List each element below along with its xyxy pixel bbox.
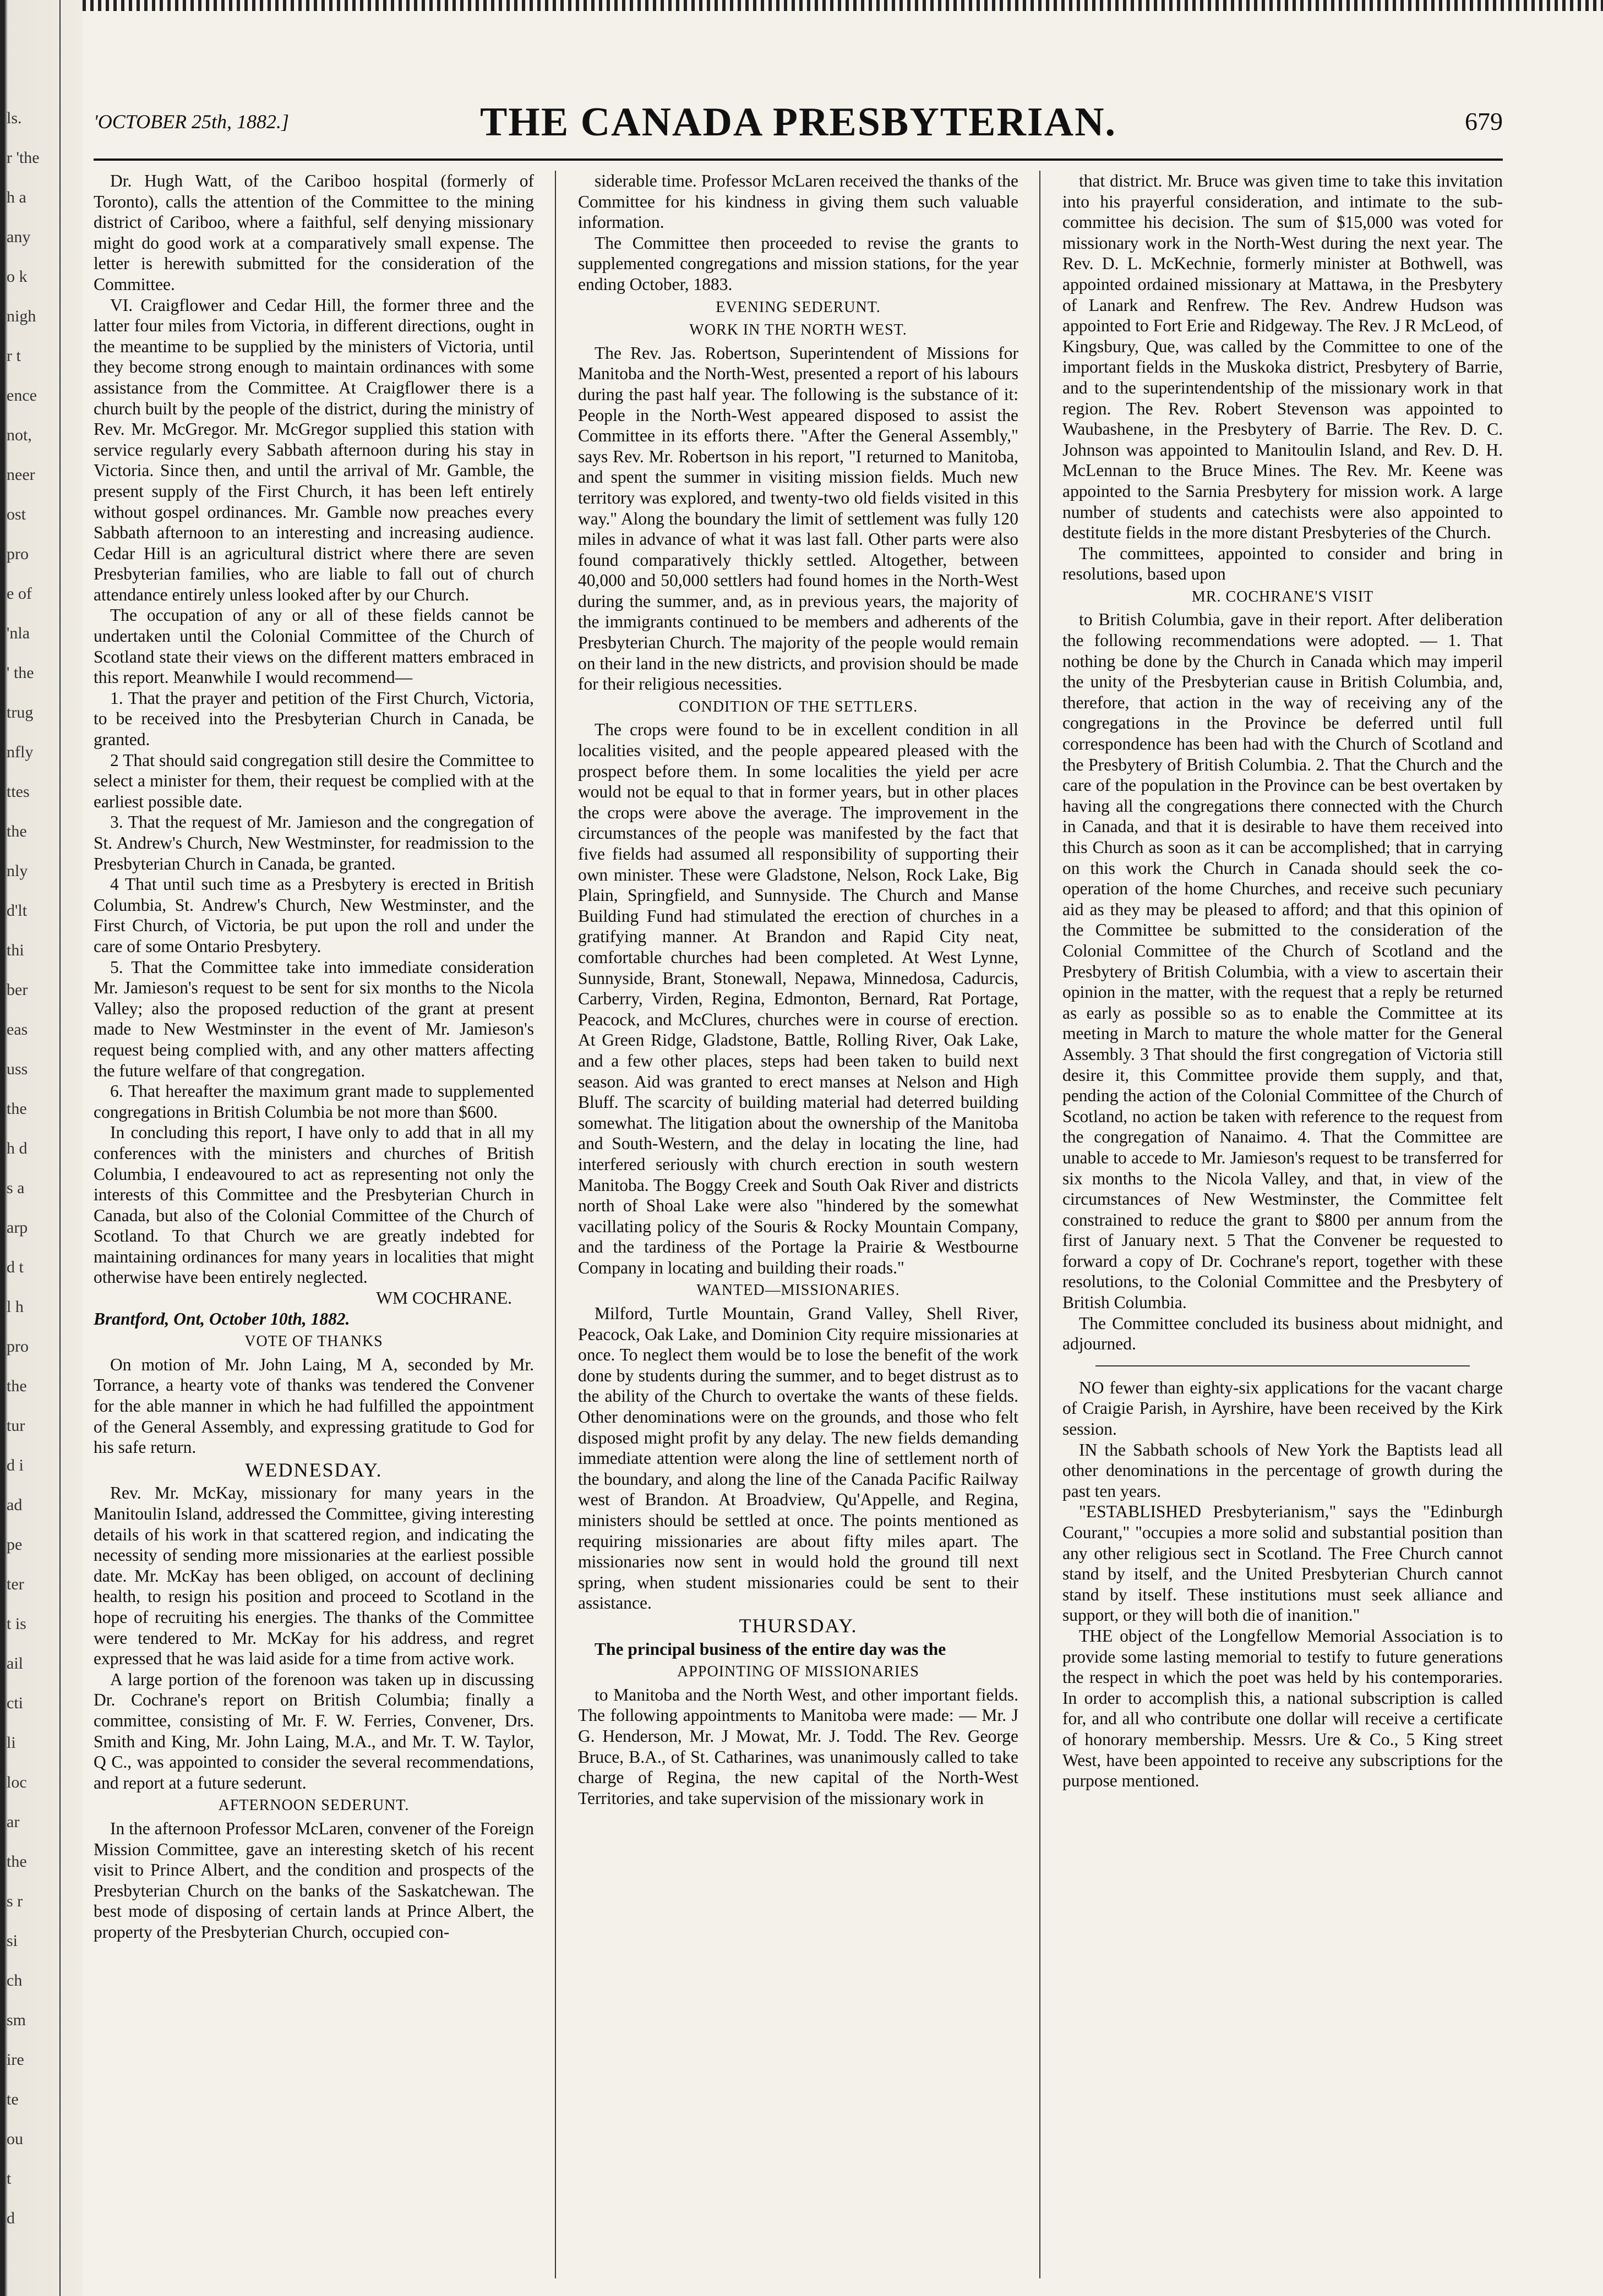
gutter-fragment: the <box>7 1377 27 1395</box>
issue-date: 'OCTOBER 25th, 1882.] <box>94 111 290 133</box>
section-heading-evening-sederunt: EVENING SEDERUNT. <box>716 298 881 316</box>
paragraph: Milford, Turtle Mountain, Grand Valley, Shell River, Peacock, Oak Lake, and Dominion City require missionaries at once. To neglect them would be to lose the benefit of the work done by students during the summer, and to beget distrust as to the ability of the Church to overtake the wants of these fields. Other denominations were on the grounds, and those who felt disposed might profit by any delay. The new fields demanding immediate attention were along the line of settlement north of the boundary, and along the line of the Canada Pacific Railway west of Brandon. At Broadview, Qu'Appelle, and Regina, ministers should be settled at once. The points mentioned as requiring missionaries are about fifty miles apart. The missionaries now sent in would hold the ground till next spring, when student missionaries could be sent to their assistance. <box>578 1304 1018 1613</box>
gutter-fragment: nfly <box>7 743 34 761</box>
paragraph: The Rev. Jas. Robertson, Superintendent of Missions for Manitoba and the North-West, presented a report of his labours during the past half year. The following is the substance of it: People in the North-West appeared disposed to assist the Committee in its efforts there. "After the General Assembly," says Rev. Mr. Robertson in his report, "I returned to Manitoba, and spent the summer in visiting mission fields. Much new territory was explored, and twenty-two old fields visited in this way." Along the boundary the limit of settlement was fully 120 miles in advance of what it was last fall. Other parts were also found comparatively thickly settled. Altogether, between 40,000 and 50,000 settlers had found homes in the North-West during the summer, and, as in previous years, the majority of the immigrants continued to be members and adherents of the Presbyterian Church. The majority of the people would remain on their land in the new districts, and provision should be made for their religious necessities. <box>578 343 1018 694</box>
gutter-fragment: ire <box>7 2051 24 2069</box>
gutter-fragment: t <box>7 2169 12 2188</box>
signature: WM COCHRANE. <box>376 1288 512 1308</box>
paragraph: The Committee concluded its business about midnight, and adjourned. <box>1062 1313 1503 1354</box>
column-3 <box>1062 171 1503 2278</box>
gutter-fragment: ter <box>7 1575 24 1593</box>
gutter-fragment: te <box>7 2090 19 2108</box>
paragraph: to Manitoba and the North West, and other important fields. The following appointments to Manitoba were made: — Mr. J G. Henderson, Mr. J Mowat, Mr. J. Todd. The Rev. George Bruce, B.A., of St. Catharines, was unanimously called to take charge of Regina, the new capital of the North-West Territories, and take supervision of the missionary work in <box>578 1685 1018 1808</box>
gutter-fragment: li <box>7 1734 16 1752</box>
paragraph: 4 That until such time as a Presbytery is erected in British Columbia, St. Andrew's Church, New Westminster, and the First Church, of Victoria, be put upon the roll and under the care of some Ontario Presbytery. <box>94 874 534 956</box>
gutter-fragment: neer <box>7 466 35 484</box>
paragraph: "ESTABLISHED Presbyterianism," says the "Edinburgh Courant," "occupies a more solid and substantial position than any other religious sect in Scotland. The Free Church cannot stand by itself, and the United Presbyterian Church cannot stand by itself. These institutions must seek alliance and support, or they will both die of inanition." <box>1062 1502 1503 1625</box>
gutter-fragment: ttes <box>7 783 30 801</box>
paragraph: that district. Mr. Bruce was given time to take this invitation into his prayerful consideration, and intimate to the sub-committee his decision. The sum of $15,000 was voted for missionary work in the North-West during the next year. The Rev. D. L. McKechnie, formerly minister at Bothwell, was appointed ordained missionary at Mattawa, in the Presbytery of Lanark and Renfrew. The Rev. Andrew Hudson was appointed to Fort Erie and Ridgeway. The Rev. J R McLeod, of Kingsbury, Que, was called by the Committee to one of the important fields in the Muskoka district, Presbytery of Barrie, and to the superintendentship of the missionary work in that region. The Rev. Robert Stevenson was appointed to Waubashene, in the Presbytery of Barrie. The Rev. D. C. Johnson was appointed to Manitoulin Island, and Rev. D. H. McLennan to the Bruce Mines. The Rev. Mr. Keene was appointed to the Sarnia Presbytery for mission work. A large number of students and catechists were also appointed to destitute fields in the more distant Presbyteries of the Church. <box>1062 171 1503 543</box>
paragraph: 2 That should said congregation still desire the Committee to select a minister for them, their request be complied with at the earliest possible date. <box>94 750 534 811</box>
gutter-fragment: thi <box>7 941 24 959</box>
gutter-fragment: s r <box>7 1892 23 1910</box>
resolutions-paragraphs <box>1062 609 1503 1354</box>
section-heading-cochrane-visit: MR. COCHRANE'S VISIT <box>1191 588 1374 605</box>
paragraph: 3. That the request of Mr. Jamieson and the congregation of St. Andrew's Church, New Westminster, for readmission to the Presbyterian Church in Canada, be granted. <box>94 812 534 873</box>
wednesday-paragraphs <box>94 1483 534 1793</box>
gutter-fragment: nly <box>7 862 28 880</box>
gutter-fragment: d i <box>7 1456 24 1474</box>
paragraph: The Committee then proceeded to revise the grants to supplemented congregations and mission stations, for the year ending October, 1883. <box>578 233 1018 294</box>
gutter-fragment: ou <box>7 2130 23 2148</box>
gutter-fragment: pro <box>7 545 29 563</box>
paragraph: NO fewer than eighty-six applications for the vacant charge of Craigie Parish, in Ayrshire, have been received by the Kirk session. <box>1062 1377 1503 1439</box>
gutter-fragment: pe <box>7 1535 23 1554</box>
gutter-fragment: h d <box>7 1139 28 1157</box>
newspaper-page <box>94 83 1503 2278</box>
paragraph: THE object of the Longfellow Memorial Association is to provide some lasting memorial to testify to future generations the respect in which the poet was held by his contemporaries. In order to accomplish this, a national subscription is called for, and all who contribute one dollar will receive a certificate of honorary membership. Messrs. Ure & Co., 5 King street West, have been appointed to receive any subscriptions for the purpose mentioned. <box>1062 1626 1503 1791</box>
column-1 <box>94 171 534 2278</box>
gutter-fragment: nigh <box>7 307 36 325</box>
paragraph: In the afternoon Professor McLaren, convener of the Foreign Mission Committee, gave an interesting sketch of his recent visit to Prince Albert, and the condition and prospects of the Presbyterian Church on the banks of the Saskatchewan. The best mode of disposing of certain lands at Prince Albert, the property of the Presbyterian Church, occupied con- <box>94 1818 534 1942</box>
gutter-fragment: t is <box>7 1615 26 1633</box>
gutter-fragment: ost <box>7 505 26 523</box>
gutter-fragment: d'lt <box>7 901 28 920</box>
gutter-fragment: o k <box>7 267 28 286</box>
section-heading-afternoon-sederunt: AFTERNOON SEDERUNT. <box>218 1797 410 1814</box>
gutter-fragment: h a <box>7 188 26 206</box>
column-2 <box>578 171 1018 2278</box>
section-heading-vote-of-thanks: VOTE OF THANKS <box>244 1333 383 1351</box>
gutter-fragment: ad <box>7 1496 23 1514</box>
column-divider <box>555 171 556 2278</box>
gutter-fragment: sm <box>7 2011 26 2029</box>
gutter-fragment: eas <box>7 1020 28 1038</box>
gutter-fragment: ar <box>7 1813 20 1831</box>
gutter-fragment: ence <box>7 386 37 404</box>
paragraphs <box>578 171 1018 295</box>
gutter-fragment: s a <box>7 1179 25 1197</box>
gutter-fragment: ber <box>7 981 28 999</box>
gutter-fragment: tur <box>7 1417 25 1435</box>
gutter-fragment: arp <box>7 1218 28 1237</box>
gutter-fragment: r t <box>7 347 21 365</box>
gutter-fragment: l h <box>7 1298 24 1316</box>
gutter-fragment: any <box>7 228 31 246</box>
paragraph: The occupation of any or all of these fields cannot be undertaken until the Colonial Committee of the Church of Scotland state their views on the different matters embraced in this report. Meanwhile I would recommend— <box>94 605 534 687</box>
paragraph: A large portion of the forenoon was taken up in discussing Dr. Cochrane's report on British Columbia; finally a committee, consisting of Mr. F. W. Ferries, Convener, Drs. Smith and King, Mr. John Laing, M.A., and Mr. T. W. Taylor, Q C., was appointed to consider the several recommendations, and report at a future sederunt. <box>94 1669 534 1792</box>
paragraph: The crops were found to be in excellent condition in all localities visited, and the people appeared pleased with the prospect before them. In some localities the yield per acre would not be equal to that in former years, but in other places the crops were above the average. The improvement in the circumstances of the people was manifested by the fact that five fields had assumed all responsibility of supporting their own minister. These were Gladstone, Nelson, Rock Lake, Big Plain, Springfield, and Sunnyside. The Church and Manse Building Fund had stimulated the erection of churches in a gratifying manner. At Brandon and Rapid City neat, comfortable churches had been completed. At West Lynne, Sunnyside, Brant, Stonewall, Nepawa, Minnedosa, Cadurcis, Carberry, Virden, Regina, Edmonton, Bernard, Rat Portage, Peacock, and McClures, churches were in course of erection. At Green Ridge, Gladstone, Battle, Rolling River, Oak Lake, and a few other places, steps had been taken to build next season. Aid was granted to erect manses at Nelson and High Bluff. The scarcity of building material had deterred building somewhat. The litigation about the ownership of the Manitoba and South-Western, and the delay in locating the line, had interfered seriously with church erection in south western Manitoba. The Boggy Creek and South Oak River and districts north of Shoal Lake were also "hindered by the somewhat vacillating policy of the Souris & Rocky Mountain Company, and the tardiness of the Portage la Prairie & Westbourne Company in locating and building their roads." <box>578 720 1018 1277</box>
paragraph: On motion of Mr. John Laing, M A, seconded by Mr. Torrance, a hearty vote of thanks was tendered the Convener for the able manner in which he had fulfilled the appointment of the General Assembly, and expressing gratitude to God for his safe return. <box>94 1354 534 1457</box>
gutter-fragment: the <box>7 1852 27 1871</box>
column-divider <box>1039 171 1040 2278</box>
gutter-fragment: the <box>7 1100 27 1118</box>
gutter-fragment: not, <box>7 426 32 444</box>
paragraphs <box>1062 171 1503 584</box>
scan-top-border <box>83 0 1603 11</box>
gutter-fragment: ' the <box>7 664 34 682</box>
gutter-fragment: ail <box>7 1654 23 1672</box>
paragraph: In concluding this report, I have only to add that in all my conferences with the ministers and churches of British Columbia, I endeavoured to act as representing not only the interests of this Committee and the Presbyterian Church in Canada, but also of the Colonial Committee of the Church of Scotland. To that Church we are greatly indebted for maintaining ordinances for many years in localities that might otherwise have been entirely neglected. <box>94 1123 534 1287</box>
gutter-fragment: uss <box>7 1060 28 1078</box>
adjacent-page-gutter <box>0 0 83 2296</box>
header-rule <box>94 158 1503 161</box>
page-edge-line <box>59 0 61 2296</box>
section-heading-condition-settlers: CONDITION OF THE SETTLERS. <box>678 698 918 715</box>
gutter-fragment: trug <box>7 703 34 721</box>
dateline: Brantford, Ont, October 10th, 1882. <box>94 1309 350 1329</box>
paragraph: IN the Sabbath schools of New York the Baptists lead all other denominations in the percentage of growth during the past ten years. <box>1062 1440 1503 1501</box>
section-heading-wednesday: WEDNESDAY. <box>245 1458 383 1481</box>
paragraph: 5. That the Committee take into immediate consideration Mr. Jamieson's request to be sent for six months to the Nicola Valley; also the proposed reduction of the grant at present made to New Westminster in the event of Mr. Jamieson's request being complied with, and any other matters affecting the future welfare of that congregation. <box>94 957 534 1080</box>
paragraph: siderable time. Professor McLaren received the thanks of the Committee for his kindness in giving them such valuable information. <box>578 171 1018 232</box>
section-heading-wanted-missionaries: WANTED—MISSIONARIES. <box>696 1282 900 1299</box>
gutter-fragment: ch <box>7 1971 23 1989</box>
paragraph: Dr. Hugh Watt, of the Cariboo hospital (formerly of Toronto), calls the attention of the Committee to the mining district of Cariboo, where a faithful, self denying missionary might do good work at a comparatively small expense. The letter is herewith submitted for the consideration of the Committee. <box>94 171 534 294</box>
paragraph: VI. Craigflower and Cedar Hill, the former three and the latter four miles from Victoria, in different directions, ought in the meantime to be supplied by the ministers of Victoria, until they become strong enough to maintain ordinances with some assistance from the Committee. At Craigflower there is a church built by the people of the district, during the ministry of Rev. Mr. McGregor. Mr. McGregor supplied this station with service regularly every Sabbath afternoon during his stay in Victoria. Since then, and until the arrival of Mr. Gamble, the present supply of the First Church, it has been left entirely without gospel ordinances. Mr. Gamble now preaches every Sabbath afternoon to an interesting and increasing audience. Cedar Hill is an agricultural district where there are seven Presbyterian families, who are liable to fall out of church attendance entirely unless looked after by our Church. <box>94 295 534 604</box>
section-heading-appointing-missionaries: APPOINTING OF MISSIONARIES <box>677 1663 919 1681</box>
gutter-fragment: the <box>7 822 27 840</box>
newspaper-title: THE CANADA PRESBYTERIAN. <box>479 100 1117 145</box>
gutter-fragment: ls. <box>7 109 22 127</box>
paragraph: The committees, appointed to consider and bring in resolutions, based upon <box>1062 543 1503 584</box>
gutter-fragment: e of <box>7 584 32 603</box>
separator-rule <box>1095 1365 1470 1366</box>
section-heading-work-north-west: WORK IN THE NORTH WEST. <box>689 321 907 339</box>
paragraph: Rev. Mr. McKay, missionary for many years in the Manitoulin Island, addressed the Committee, giving interesting details of his work in that scattered region, and indicating the necessity of sending more missionaries at the earliest possible date. Mr. McKay has been obliged, on account of declining health, to resign his position and proceed to Scotland in the hope of recruiting his energies. The thanks of the Committee were tendered to Mr. McKay for his address, and regret expressed that he was laid aside for a time from active work. <box>94 1483 534 1669</box>
gutter-fragment: cti <box>7 1694 23 1712</box>
paragraph: 6. That hereafter the maximum grant made to supplemented congregations in British Columbia be not more than $600. <box>94 1081 534 1122</box>
report-paragraphs <box>94 171 534 1288</box>
paragraph: to British Columbia, gave in their report. After deliberation the following recommendations were adopted. — 1. That nothing be done by the Church in Canada which may imperil the unity of the Presbyterian cause in British Columbia, and, therefore, that action in the way of receiving any of the congregations in the Province be deferred until full correspondence has been had with the Church of Scotland and the Presbytery of British Columbia. 2. That the Church and the care of the population in the Province can be best overtaken by having all the congregations there connected with the Church in Canada, and that it is desirable to have them received into this Church as soon as it can be accomplished; that in carrying on this work the Church in Canada should seek the co-operation of the home Churches, and receive such pecuniary aid as they may be pleased to afford; and that this opinion of the Committee be submitted to the consideration of the Colonial Committee of the Church of Scotland and the Presbytery of British Columbia, with a view to ascertain their opinion in the matter, with the request that a reply be returned as early as possible so as to enable the Committee at its meeting in March to mature the whole matter for the General Assembly. 3 That should the first congregation of Victoria still desire it, this Committee provide them supply, and that, pending the action of the Colonial Committee of the Church of Scotland, no action be taken with reference to the request from the congregation of Nanaimo. 4. That the Committee are unable to accede to Mr. Jamieson's request to be transferred for six months to the Nicola Valley, and that, in view of the circumstances of New Westminster, the Committee felt constrained to reduce the grant to $800 per annum from the first of January next. 5 That the Convener be requested to forward a copy of Dr. Cochrane's report, together with these resolutions, to the Colonial Committee and the Presbytery of British Columbia. <box>1062 610 1503 1313</box>
gutter-fragment: d t <box>7 1258 24 1276</box>
gutter-fragment: r 'the <box>7 149 40 167</box>
section-heading-thursday: THURSDAY. <box>739 1614 858 1637</box>
gutter-fragment: loc <box>7 1773 27 1791</box>
paragraph: The principal business of the entire day was the <box>595 1639 946 1659</box>
news-items <box>1062 1377 1503 1791</box>
gutter-fragment: d <box>7 2209 15 2227</box>
page-number: 679 <box>1465 107 1503 135</box>
masthead <box>94 83 1503 171</box>
gutter-fragment: pro <box>7 1337 29 1355</box>
gutter-fragment: si <box>7 1932 18 1950</box>
gutter-fragment: 'nla <box>7 624 30 642</box>
paragraph: 1. That the prayer and petition of the First Church, Victoria, to be received into the Presbyterian Church in Canada, be granted. <box>94 688 534 750</box>
